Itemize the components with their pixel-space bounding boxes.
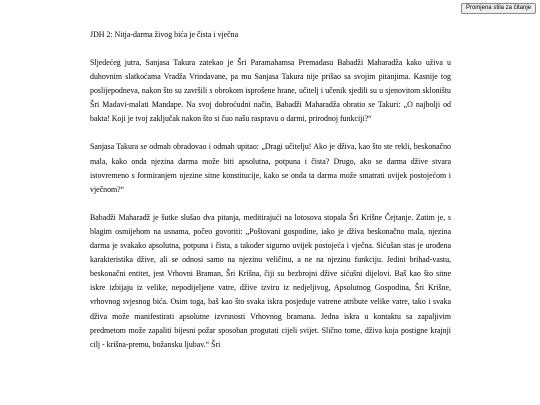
paragraph-3: Babadži Maharadž je šutke slušao dva pitanja, meditirajući na lotosova stopala Šri Krišne Čejtanje. Zatim je, s blagim osmijehom na usnama, počeo govoriti: „Poštovani gospodine, iako je dživa beskonačno mala, njezina darma je svakako apsolutna, potpuna i čista, a također sigurno uvijek postojeća i vječna. Sićušan stas je urođena karakteristika džive, ali se odnosi samo na njezinu veličinu, a ne na njezinu funkciju. Jedini brihad-vastu, beskonačni entitet, jest Vrhovni Braman, Šri Krišna, čiji su bezbrojni džive sićušni dijelovi. Baš kao što sitne iskre izbijaju iz velike, nepodijeljene vatre, džive izviru iz nedjeljivog, Apsolutnog Gospodina, Šri Krišne, vrhovnog svjesnog bića. Osim toga, baš kao što svaka iskra posjeduje vatrene atribute velike vatre, tako i svaka dživa može manifestirati apsolutne izvrsnosti Vrhovnog bramana. Jedna iskra u kontaktu sa zapaljivim predmetom može zapaliti bijesni požar sposoban progutati cijeli svijet. Slično tome, dživa koja postigne krajnji cilj - krišna-premu, božansku ljubav.“ Šri [90, 212, 451, 349]
paragraph-2: Sanjasa Takura se odmah obradovao i odmah upitao: „Dragi učitelju! Ako je dživa, kao što ste rekli, beskonačno mala, kako onda njezina darma može biti apsolutna, potpuna i čista? Drugo, ako se darma džive stvara istovremeno s formiranjem njezine sitne konstitucije, kako se onda ta darma može smatrati uvijek postojećom i vječnom?“ [90, 142, 451, 194]
document-content [90, 29, 451, 352]
chapter-title: JDH 2: Nitja-darma živog bića je čista i vječna [90, 30, 239, 39]
paragraph-1: Sljedećeg jutra, Sanjasa Takura zatekao je Šri Paramahamsa Premadasu Babadži Maharadža kako uživa u duhovnim slatkoćama Vradža Vrindavane, pa mu Sanjasa Takura nije prišao sa svojim pitanjima. Kasnije tog poslijepodneva, nakon što su završili s obrokom isprošene hrane, učitelj i učenik sjedili su u sjenovitom skloništu Šri Madavi-malati Mandape. Na svoj dobroćudni način, Babadži Maharadža obratio se Takuri: „O najbolji od bakta! Koji je tvoj zaključak nakon što si čuo našu raspravu o darmi, prirodnoj funkciji?“ [90, 58, 451, 124]
reading-style-toggle-button[interactable]: Promjena stila za čitanje [461, 3, 536, 14]
